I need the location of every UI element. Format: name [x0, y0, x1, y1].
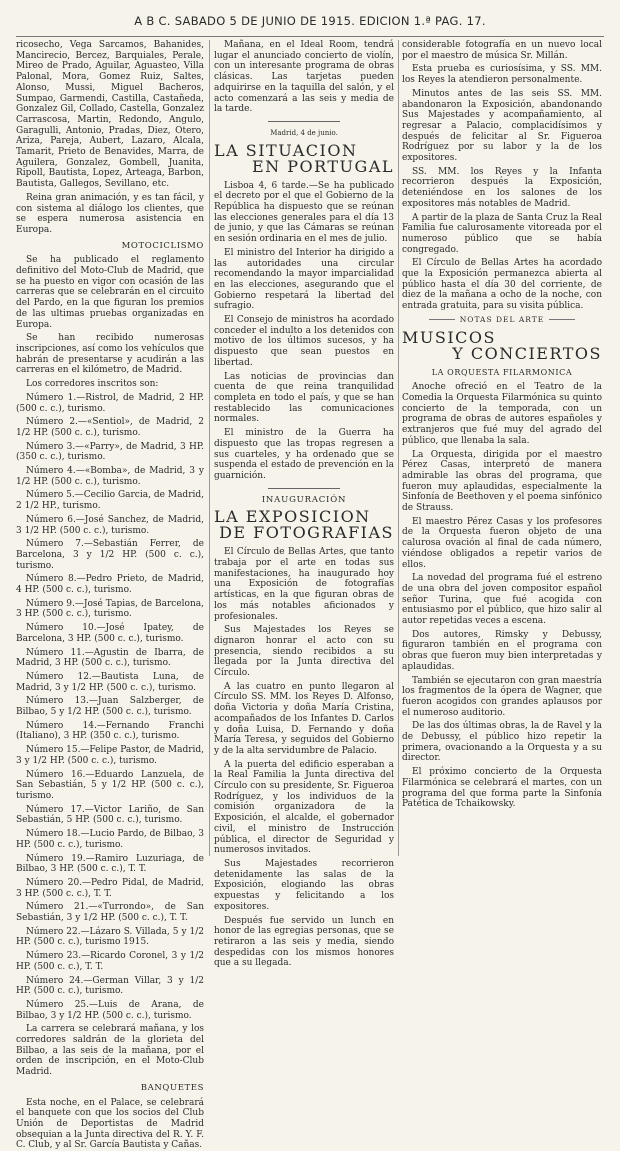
- column-divider: [209, 40, 210, 856]
- headline-portugal: EN PORTUGAL: [251, 156, 394, 176]
- paragraph: El maestro Pérez Casas y los profesores de la Orquesta fueron objeto de una calurosa ovación al final de cada número, viéndose obligados a repetir varios de ellos.: [402, 516, 602, 570]
- paragraph: El ministro del Interior ha dirigido a las autoridades una circular recomendando la mayor imparcialidad en las elecciones, asegurando que el Gobierno respetará la libertad del sufragio.: [214, 247, 394, 312]
- list-item: Número 14.—Fernando Franchi (Italiano), 3 HP. (350 c. c.), turismo.: [16, 720, 204, 742]
- paragraph: La carrera se celebrará mañana, y los corredores saldrán de la glorieta del Bilbao, a las seis de la mañana, por el orden de inscripción, en el Moto-Club Madrid.: [16, 1024, 204, 1078]
- list-item: Número 8.—Pedro Prieto, de Madrid, 4 HP. (500 c. c.), turismo.: [16, 574, 204, 596]
- paragraph: La novedad del programa fué el estreno de una obra del joven compositor español señor Turina, que fué acogida con entusiasmo por el público, que hizo salir al autor repetidas veces a escena.: [402, 573, 602, 627]
- list-item: Número 5.—Cecilio Garcia, de Madrid, 2 1/2 HP., turismo.: [16, 490, 204, 512]
- paragraph: A partir de la plaza de Santa Cruz la Real Familia fue calurosamente vitoreada por el numeroso público que se había congregado.: [402, 212, 602, 255]
- column-middle: [214, 40, 394, 969]
- list-item: Número 7.—Sebastián Ferrer, de Barcelona, 3 y 1/2 HP. (500 c. c.), turismo.: [16, 539, 204, 571]
- paragraph: Se ha publicado el reglamento definitivo del Moto-Club de Madrid, que se ha puesto en vigor con ocasión de las carreras que se celebrarán en el circuito del Pardo, en la que figuran los premios de las ultimas pruebas organizadas en Europa.: [16, 255, 204, 330]
- headline-fotografias: DE FOTOGRAFIAS: [219, 523, 394, 543]
- headline-exposicion: LA EXPOSICION: [214, 507, 371, 527]
- list-item: Número 22.—Lázaro S. Villada, 5 y 1/2 HP. (500 c. c.), turismo 1915.: [16, 926, 204, 948]
- paragraph: Minutos antes de las seis SS. MM. abandonaron la Exposición, abandonando Sus Majestades y acompañamiento, al regresar a Palacio, complacidísimos y después de felicitar al Sr. Figueroa Rodríguez por su labor y la de los expositores.: [402, 88, 602, 164]
- list-item: Número 21.—«Turrondo», de San Sebastián, 3 y 1/2 HP. (500 c. c.), T. T.: [16, 902, 204, 924]
- list-item: Número 4.—«Bomba», de Madrid, 3 y 1/2 HP. (500 c. c.), turismo.: [16, 466, 204, 487]
- list-item: Número 2.—«Sentiol», de Madrid, 2 1/2 HP. (500 c. c.), turismo.: [16, 417, 204, 438]
- paragraph: El próximo concierto de la Orquesta Filarmónica se celebrará el martes, con un programa del que forma parte la Sinfonía Patética de Tchaikowsky.: [402, 767, 602, 810]
- list-item: Número 20.—Pedro Pidal, de Madrid, 3 HP. (500 c. c.), T. T.: [16, 877, 204, 899]
- paragraph: El ministro de la Guerra ha dispuesto que las tropas regresen a sus cuarteles, y ha ordenado que se suspenda el estado de prevención en la guarnición.: [214, 428, 394, 481]
- paragraph: Esta noche, en el Palace, se celebrará el banquete con que los socios del Club Unión de Deportistas de Madrid obsequian a la Junta directiva del R. Y. F. C. Club, y al Sr. García Bautista y Cañas.: [16, 1097, 204, 1151]
- paragraph: El Círculo de Bellas Artes ha acordado que la Exposición permanezca abierta al público hasta el día 30 del corriente, de diez de la mañana a ocho de la noche, con entrada gratuita, para su visita pública.: [402, 258, 602, 312]
- paragraph: ricosecho, Vega Sarcamos, Bahanides, Mancirecio, Bercez, Barquiales, Perale, Mireo de Prado, Aguilar, Aguasteo, Villa Palonal, Mora, Gomez Ruiz, Saltes, Alonso, Mussi, Miguel Bacheros, Sumpao, Garmendi, Castilla, Castañeda, Gonzalez Gil, Collado, Castella, Gonzalez Carrascosa, Martin, Redondo, Angulo, Garagulli, Antonio, Pradas, Diez, Otero, Ariza, Pareja, Aubert, Lazaro, Alcala, Tamarit, Prieto de Benavides, Marra, de Aguilera, Gonzalez, Gombell, Juanita, Ripoll, Bautista, Lopez, Arteaga, Barbon, Bautista, Gallegos, Sevillano, etc.: [16, 40, 204, 190]
- list-item: Número 18.—Lucio Pardo, de Bilbao, 3 HP. (500 c. c.), turismo.: [16, 829, 204, 850]
- section-subtitle-banquetes: BANQUETES: [140, 1082, 204, 1093]
- divider: [268, 488, 340, 489]
- divider: [268, 121, 340, 122]
- paragraph: También se ejecutaron con gran maestría los fragmentos de la ópera de Wagner, que fueron acogidos con grandes aplausos por el numeroso auditorio.: [402, 675, 602, 718]
- list-item: Número 25.—Luis de Arana, de Bilbao, 3 y 1/2 HP. (500 c. c.), turismo.: [16, 999, 204, 1021]
- headline-conciertos: Y CONCIERTOS: [452, 343, 602, 363]
- paragraph: Se han recibido numerosas inscripciones, así como los vehículos que habrán de presentarse y acudirán a las carreras en el kilómetro, de Madrid.: [16, 333, 204, 376]
- paragraph: Dos autores, Rimsky y Debussy, figuraron también en el programa con obras que fueron muy bien interpretadas y aplaudidas.: [402, 629, 602, 672]
- dateline: Madrid, 4 de junio.: [270, 128, 338, 137]
- list-item: Número 19.—Ramiro Luzuriaga, de Bilbao, 3 HP. (500 c. c.), T. T.: [16, 853, 204, 875]
- paragraph: A las cuatro en punto llegaron al Círculo SS. MM. los Reyes D. Alfonso, doña Victoria y doña María Cristina, acompañados de los Infantes D. Carlos y doña Luisa, D. Fernando y doña María Teresa, y seguidos del Gobierno y de la alta servidumbre de Palacio.: [214, 681, 394, 756]
- paragraph: Sus Majestades recorrieron detenidamente las salas de la Exposición, elogiando las obras expuestas y felicitando a los expositores.: [214, 859, 394, 912]
- section-subtitle-orquesta: LA ORQUESTA FILARMONICA: [431, 367, 573, 377]
- list-item: Número 24.—German Villar, 3 y 1/2 HP. (500 c. c.), turismo.: [16, 975, 204, 997]
- paragraph: A la puerta del edificio esperaban a la Real Familia la Junta directiva del Círculo con su presidente, Sr. Figueroa Rodríguez, y los individuos de la comisión organizadora de la Exposición, el alcalde, el gobernador civil, el ministro de Instrucción pública, el director de Seguridad y numerosos invitados.: [214, 759, 394, 856]
- paragraph: SS. MM. los Reyes y la Infanta recorrieron después la Exposición, deteniéndose en los salones de los expositores más notables de Madrid.: [402, 166, 602, 209]
- column-right: [402, 40, 602, 856]
- section-subtitle-moto: MOTOCICLISMO: [121, 240, 204, 251]
- paragraph: Mañana, en el Ideal Room, tendrá lugar el anunciado concierto de violín, con un interesante programa de obras clásicas. Las tarjetas pueden adquirirse en la taquilla del salón, y el acto comenzará a las seis y media de la tarde.: [214, 40, 394, 115]
- list-item: Número 15.—Felipe Pastor, de Madrid, 3 y 1/2 HP. (500 c. c.), turismo.: [16, 745, 205, 766]
- list-item: Número 6.—José Sanchez, de Madrid, 3 1/2 HP. (500 c. c.), turismo.: [16, 514, 204, 536]
- paragraph: Reina gran animación, y es tan fácil, y con sistema al diálogo los clientes, que se espera numerosa asistencia en Europa.: [16, 192, 204, 235]
- list-item: Número 10.—José Ipatey, de Barcelona, 3 HP. (500 c. c.), turismo.: [16, 623, 204, 644]
- paragraph: El Círculo de Bellas Artes, que tanto trabaja por el arte en todas sus manifestaciones, ha inaugurado hoy una Exposición de fotografías artísticas, en la que figuran obras de los más notables aficionados y profesionales.: [214, 547, 394, 622]
- paragraph: Sus Majestades los Reyes se dignaron honrar el acto con su presencia, siendo recibidos a su llegada por la Junta directiva del Círculo.: [214, 625, 394, 679]
- paragraph: De las dos últimas obras, la de Ravel y la de Debussy, el público hizo repetir la primera, ovacionando a la Orquesta y a su director.: [402, 721, 602, 764]
- section-subtitle-inauguracion: INAUGURACIÓN: [261, 494, 347, 505]
- list-item: Número 9.—José Tapias, de Barcelona, 3 HP. (500 c. c.), turismo.: [16, 598, 204, 620]
- page-header: A B C. SABADO 5 DE JUNIO DE 1915. EDICION 1.ª PAG. 17.: [134, 14, 486, 28]
- paragraph: El Consejo de ministros ha acordado conceder el indulto a los detenidos con motivo de los últimos sucesos, y ha dispuesto que sean puestos en libertad.: [214, 315, 394, 368]
- paragraph: Lisboa 4, 6 tarde.—Se ha publicado el decreto por el que el Gobierno de la República ha dispuesto que se reúnan las elecciones generales para el día 13 de junio, y que las Cámaras se reúnan en sesión ordinaria en el mes de julio.: [214, 180, 394, 245]
- paragraph: La Orquesta, dirigida por el maestro Pérez Casas, interpretó de manera admirable las obras del programa, que fueron muy aplaudidas, especialmente la Sinfonía de Beethoven y el poema sinfónico de Strauss.: [402, 449, 602, 514]
- column-divider: [398, 40, 399, 856]
- paragraph: Las noticias de provincias dan cuenta de que reina tranquilidad completa en todo el país, y que se han restablecido las comunicaciones normales.: [214, 371, 394, 425]
- header-rule: [16, 36, 604, 37]
- headline-musicos: MUSICOS: [402, 327, 496, 347]
- list-item: Número 17.—Victor Lariño, de San Sebastián, 5 HP. (500 c. c.), turismo.: [16, 804, 204, 826]
- paragraph: Esta prueba es curiosísima, y SS. MM. los Reyes la atendieron personalmente.: [402, 64, 602, 86]
- paragraph: Anoche ofreció en el Teatro de la Comedia la Orquesta Filarmónica su quinto concierto de la temporada, con un programa de obras de autores españoles y extranjeros que fué muy del agrado del público, que llenaba la sala.: [402, 382, 602, 446]
- list-item: Número 11.—Agustin de Ibarra, de Madrid, 3 HP. (500 c. c.), turismo.: [16, 647, 204, 669]
- paragraph: considerable fotografía en un nuevo local por el maestro de música Sr. Millán.: [402, 40, 602, 61]
- list-item: Número 13.—Juan Salzberger, de Bilbao, 5 y 1/2 HP. (500 c. c.), turismo.: [16, 696, 204, 718]
- list-item: Número 1.—Ristrol, de Madrid, 2 HP. (500 c. c.), turismo.: [16, 392, 204, 414]
- section-ornament: NOTAS DEL ARTE: [402, 315, 602, 326]
- paragraph: Los corredores inscritos son:: [26, 379, 159, 390]
- list-item: Número 23.—Ricardo Coronel, 3 y 1/2 HP. (500 c. c.), T. T.: [16, 951, 204, 972]
- list-item: Número 3.—«Parry», de Madrid, 3 HP. (350 c. c.), turismo.: [16, 441, 204, 463]
- headline-situacion: LA SITUACION: [214, 140, 358, 160]
- list-item: Número 16.—Eduardo Lanzuela, de San Sebastián, 5 y 1/2 HP. (500 c. c.), turismo.: [16, 769, 204, 801]
- paragraph: Después fue servido un lunch en honor de las egregias personas, que se retiraron a las seis y media, siendo despedidas con los mismos honores que a su llegada.: [214, 915, 394, 969]
- column-left: [16, 40, 205, 1151]
- list-item: Número 12.—Bautista Luna, de Madrid, 3 y 1/2 HP. (500 c. c.), turismo.: [16, 671, 204, 693]
